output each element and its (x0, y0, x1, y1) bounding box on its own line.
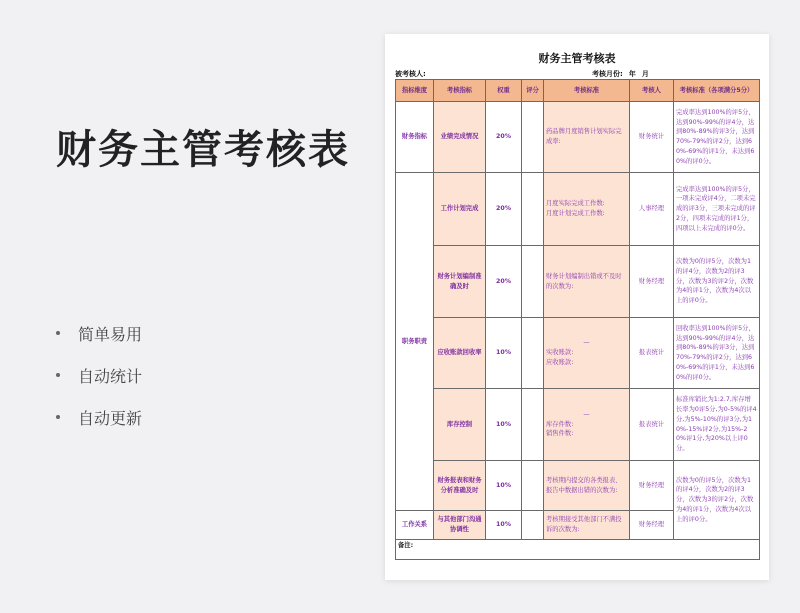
reviewer-cell: 财务经理 (630, 461, 674, 511)
table-header-row (396, 80, 760, 102)
score-cell[interactable] (522, 102, 544, 173)
indicator-cell: 与其他部门沟通协调性 (434, 511, 486, 540)
criteria-cell: 次数为0的评5分，次数为1的评4分，次数为2的评3分，次数为3的评2分，次数为4的评1分，次数为4次以上的评0分。 (674, 246, 760, 318)
feature-label: 自动统计 (78, 366, 143, 386)
feature-label: 简单易用 (78, 324, 143, 344)
score-cell[interactable] (522, 173, 544, 246)
review-month (592, 69, 649, 79)
bullet-dot-icon (56, 415, 60, 419)
reviewer-cell: 报表统计 (630, 318, 674, 389)
bullet-dot-icon (56, 373, 60, 377)
indicator-cell: 应收账款回收率 (434, 318, 486, 389)
assessment-table (395, 79, 760, 560)
year-label: 年 (628, 70, 636, 78)
weight-cell: 10% (486, 389, 522, 461)
column-header: 考核标准 (544, 80, 630, 102)
standard-cell: 财务计划编制出错或不及时的次数为: (544, 246, 630, 318)
score-cell[interactable] (522, 318, 544, 389)
reviewer-cell: 财务经理 (630, 246, 674, 318)
feature-item (56, 354, 142, 396)
table-row (396, 461, 760, 511)
criteria-cell: 回收率达到100%的评5分，达到90%-99%的评4分，达到80%-89%的评3分，达到70%-79%的评2分，达到60%-69%的评1分，未达到60%的评0分。 (674, 318, 760, 389)
standard-cell: 考核期接受其他部门不满投诉的次数为: (544, 511, 630, 540)
indicator-cell: 工作计划完成 (434, 173, 486, 246)
month-label: 考核月份: (592, 70, 623, 78)
promo-title: 财务主管考核表 (56, 127, 350, 173)
table-row (396, 246, 760, 318)
reviewer-cell: 报表统计 (630, 389, 674, 461)
table-row (396, 102, 760, 173)
column-header: 考核人 (630, 80, 674, 102)
criteria-cell: 次数为0的评5分，次数为1的评4分，次数为2的评3分，次数为3的评2分，次数为4的评1分，次数为4次以上的评0分。 (674, 461, 760, 540)
indicator-cell: 库存控制 (434, 389, 486, 461)
column-header: 权重 (486, 80, 522, 102)
weight-cell: 20% (486, 102, 522, 173)
indicator-cell: 财务报表和财务分析准确及时 (434, 461, 486, 511)
score-cell[interactable] (522, 461, 544, 511)
score-cell[interactable] (522, 511, 544, 540)
indicator-cell: 财务计划编制准确及时 (434, 246, 486, 318)
dimension-cell: 职务职责 (396, 173, 434, 511)
table-row (396, 173, 760, 246)
dimension-cell: 财务指标 (396, 102, 434, 173)
weight-cell: 10% (486, 318, 522, 389)
feature-item (56, 312, 142, 354)
dimension-cell: 工作关系 (396, 511, 434, 540)
weight-cell: 20% (486, 246, 522, 318)
column-header: 指标维度 (396, 80, 434, 102)
document-preview (385, 34, 769, 580)
score-cell[interactable] (522, 246, 544, 318)
reviewer-cell: 人事经理 (630, 173, 674, 246)
document-title: 财务主管考核表 (538, 52, 616, 65)
feature-label: 自动更新 (78, 408, 143, 428)
standard-cell: 药品牌月度销售计划实际完成率: (544, 102, 630, 173)
weight-cell: 20% (486, 173, 522, 246)
feature-item (56, 396, 142, 438)
standard-cell: 考核期内提交的各类报表、报告中数据出错的次数为: (544, 461, 630, 511)
table-row (396, 389, 760, 461)
month-unit: 月 (641, 70, 649, 78)
standard-cell: — 库存件数: 销售件数: (544, 389, 630, 461)
criteria-cell: 标准库销比为1:2.7,库存增长率为0评5分,为0-5%的评4分,为5%-10%的评3分,为10%-15%评2分,为15%-20%评1分,为20%以上评0分。 (674, 389, 760, 461)
examinee-label: 被考核人: (395, 70, 426, 78)
table-row (396, 318, 760, 389)
indicator-cell: 业绩完成情况 (434, 102, 486, 173)
reviewer-cell: 财务统计 (630, 102, 674, 173)
column-header: 考核标准（各项满分5分） (674, 80, 760, 102)
column-header: 考核指标 (434, 80, 486, 102)
reviewer-cell: 财务经理 (630, 511, 674, 540)
standard-cell: 月度实际完成工作数: 月度计划完成工作数: (544, 173, 630, 246)
feature-list (56, 312, 142, 438)
criteria-cell: 完成率达到100%的评5分，达到90%-99%的评4分，达到80%-89%的评3分，达到70%-79%的评2分，达到60%-69%的评1分，未达到60%的评0分。 (674, 102, 760, 173)
criteria-cell: 完成率达到100%的评5分，一项未完成评4分，二项未完成的评3分，三项未完成的评2分，四项未完成的评1分，四项以上未完成的评0分。 (674, 173, 760, 246)
note-cell[interactable]: 备注: (396, 540, 760, 560)
weight-cell: 10% (486, 461, 522, 511)
score-cell[interactable] (522, 389, 544, 461)
standard-cell: — 实收账款: 应收账款: (544, 318, 630, 389)
column-header: 评分 (522, 80, 544, 102)
weight-cell: 10% (486, 511, 522, 540)
bullet-dot-icon (56, 331, 60, 335)
note-row (396, 540, 760, 560)
